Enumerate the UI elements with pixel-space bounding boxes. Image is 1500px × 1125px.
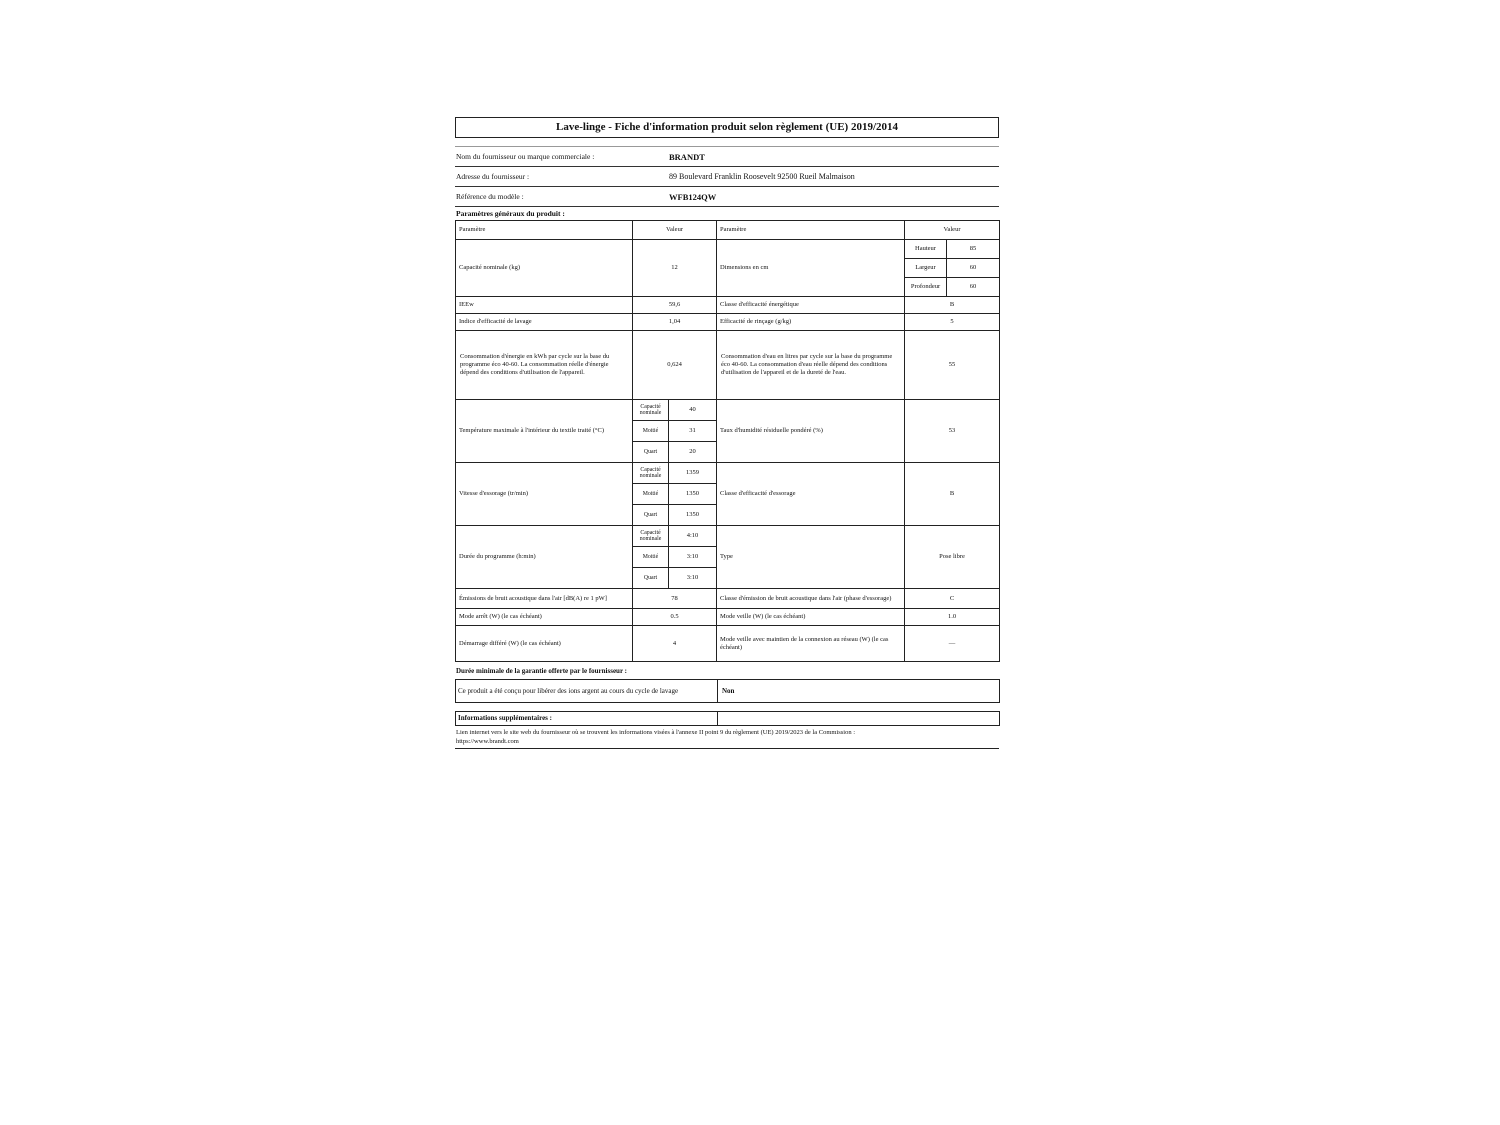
max-temp-value: 40 [669,400,717,421]
warranty-label: Durée minimale de la garantie offerte par le fournisseur : [456,667,628,675]
spin-speed-value: 1350 [669,505,717,526]
silver-ions-label: Ce produit a été conçu pour libérer des ions argent au cours du cycle de lavage [456,680,718,703]
water-consumption-label: Consommation d'eau en litres par cycle sur la base du programme éco 40-60. La consommation d'eau réelle dépend des conditions d'utilisation de l'appareil et de la dureté de l'eau. [717,331,905,400]
table-header-row [456,221,1000,240]
address-value: 89 Boulevard Franklin Roosevelt 92500 Rueil Malmaison [669,172,855,181]
energy-consumption-label: Consommation d'énergie en kWh par cycle sur la base du programme éco 40-60. La consommation réelle d'énergie dépend des conditions d'utilisation de l'appareil. [456,331,633,400]
model-value: WFB124QW [669,191,717,202]
max-temp-value: 20 [669,442,717,463]
type-label: Type [717,526,905,589]
supplier-row [455,146,999,167]
table-row [456,589,1000,609]
spin-speed-value: 1359 [669,463,717,484]
program-duration-value: 3:10 [669,568,717,589]
general-params-label: Paramètres généraux du produit : [456,209,565,218]
silver-ions-value: Non [718,680,1000,703]
energy-class-value: B [905,297,1000,314]
program-duration-sub-label: Quart [633,568,669,589]
off-mode-value: 0.5 [633,609,717,626]
header-parameter: Paramètre [717,221,905,240]
rinsing-value: 5 [905,314,1000,331]
table-row [456,400,1000,421]
depth-value: 60 [947,278,1000,297]
website-note-text: Lien internet vers le site web du fournisseur où se trouvent les informations visées à l'annexe II point 9 du règlement (UE) 2019/2023 de la Commission : [456,729,856,736]
table-row [456,297,1000,314]
max-temp-sub-label: Quart [633,442,669,463]
product-information-sheet [455,117,999,749]
table-row [456,526,1000,547]
spin-speed-label: Vitesse d'essorage (tr/min) [456,463,633,526]
address-label: Adresse du fournisseur : [456,172,530,181]
table-row [456,609,1000,626]
model-row [455,187,999,207]
noise-class-label: Classe d'émission de bruit acoustique dans l'air (phase d'essorage) [717,589,905,609]
model-label: Référence du modèle : [456,192,524,201]
noise-class-value: C [905,589,1000,609]
supplier-website-link[interactable]: https://www.brandt.com [456,738,519,745]
eei-value: 59,6 [633,297,717,314]
off-mode-label: Mode arrêt (W) (le cas échéant) [456,609,633,626]
energy-consumption-value: 0,624 [633,331,717,400]
additional-info-table [455,711,1000,726]
program-duration-sub-label: Moitié [633,547,669,568]
table-row [456,680,1000,703]
energy-class-label: Classe d'efficacité énergétique [717,297,905,314]
header-value: Valeur [633,221,717,240]
spin-speed-sub-label: Moitié [633,484,669,505]
spin-speed-sub-label: Quart [633,505,669,526]
washing-index-value: 1,04 [633,314,717,331]
delay-start-label: Démarrage différé (W) (le cas échéant) [456,626,633,662]
header-parameter: Paramètre [456,221,633,240]
residual-moisture-value: 53 [905,400,1000,463]
table-row [456,626,1000,662]
program-duration-value: 4:10 [669,526,717,547]
table-row [456,314,1000,331]
capacity-label: Capacité nominale (kg) [456,240,633,297]
program-duration-value: 3:10 [669,547,717,568]
max-temp-label: Température maximale à l'intérieur du textile traité (°C) [456,400,633,463]
additional-info-value [718,712,1000,726]
depth-label: Profondeur [905,278,947,297]
table-row [456,712,1000,726]
supplier-label: Nom du fournisseur ou marque commerciale : [456,152,595,161]
height-label: Hauteur [905,240,947,259]
networked-standby-value: — [905,626,1000,662]
residual-moisture-label: Taux d'humidité résiduelle pondéré (%) [717,400,905,463]
noise-emission-label: Émissions de bruit acoustique dans l'air [dB(A) re 1 pW] [456,589,633,609]
spin-class-label: Classe d'efficacité d'essorage [717,463,905,526]
spin-speed-sub-label: Capacité nominale [633,463,669,484]
width-label: Largeur [905,259,947,278]
height-value: 85 [947,240,1000,259]
networked-standby-label: Mode veille avec maintien de la connexion au réseau (W) (le cas échéant) [717,626,905,662]
parameters-table [455,220,1000,662]
max-temp-value: 31 [669,421,717,442]
capacity-value: 12 [633,240,717,297]
water-consumption-value: 55 [905,331,1000,400]
standby-value: 1.0 [905,609,1000,626]
dimensions-label: Dimensions en cm [717,240,905,297]
noise-emission-value: 78 [633,589,717,609]
supplier-website-note [455,726,999,749]
width-value: 60 [947,259,1000,278]
max-temp-sub-label: Moitié [633,421,669,442]
max-temp-sub-label: Capacité nominale [633,400,669,421]
washing-index-label: Indice d'efficacité de lavage [456,314,633,331]
additional-info-label: Informations supplémentaires : [456,712,718,726]
table-row [456,240,1000,259]
eei-label: IEEw [456,297,633,314]
document-title: Lave-linge - Fiche d'information produit selon règlement (UE) 2019/2014 [455,117,999,138]
rinsing-label: Efficacité de rinçage (g/kg) [717,314,905,331]
table-row [456,331,1000,400]
delay-start-value: 4 [633,626,717,662]
program-duration-label: Durée du programme (h:min) [456,526,633,589]
program-duration-sub-label: Capacité nominale [633,526,669,547]
spin-class-value: B [905,463,1000,526]
header-value: Valeur [905,221,1000,240]
address-row [455,167,999,187]
spin-speed-value: 1350 [669,484,717,505]
supplier-value: BRANDT [669,151,705,162]
silver-ions-table [455,679,1000,703]
standby-label: Mode veille (W) (le cas échéant) [717,609,905,626]
table-row [456,463,1000,484]
type-value: Pose libre [905,526,1000,589]
